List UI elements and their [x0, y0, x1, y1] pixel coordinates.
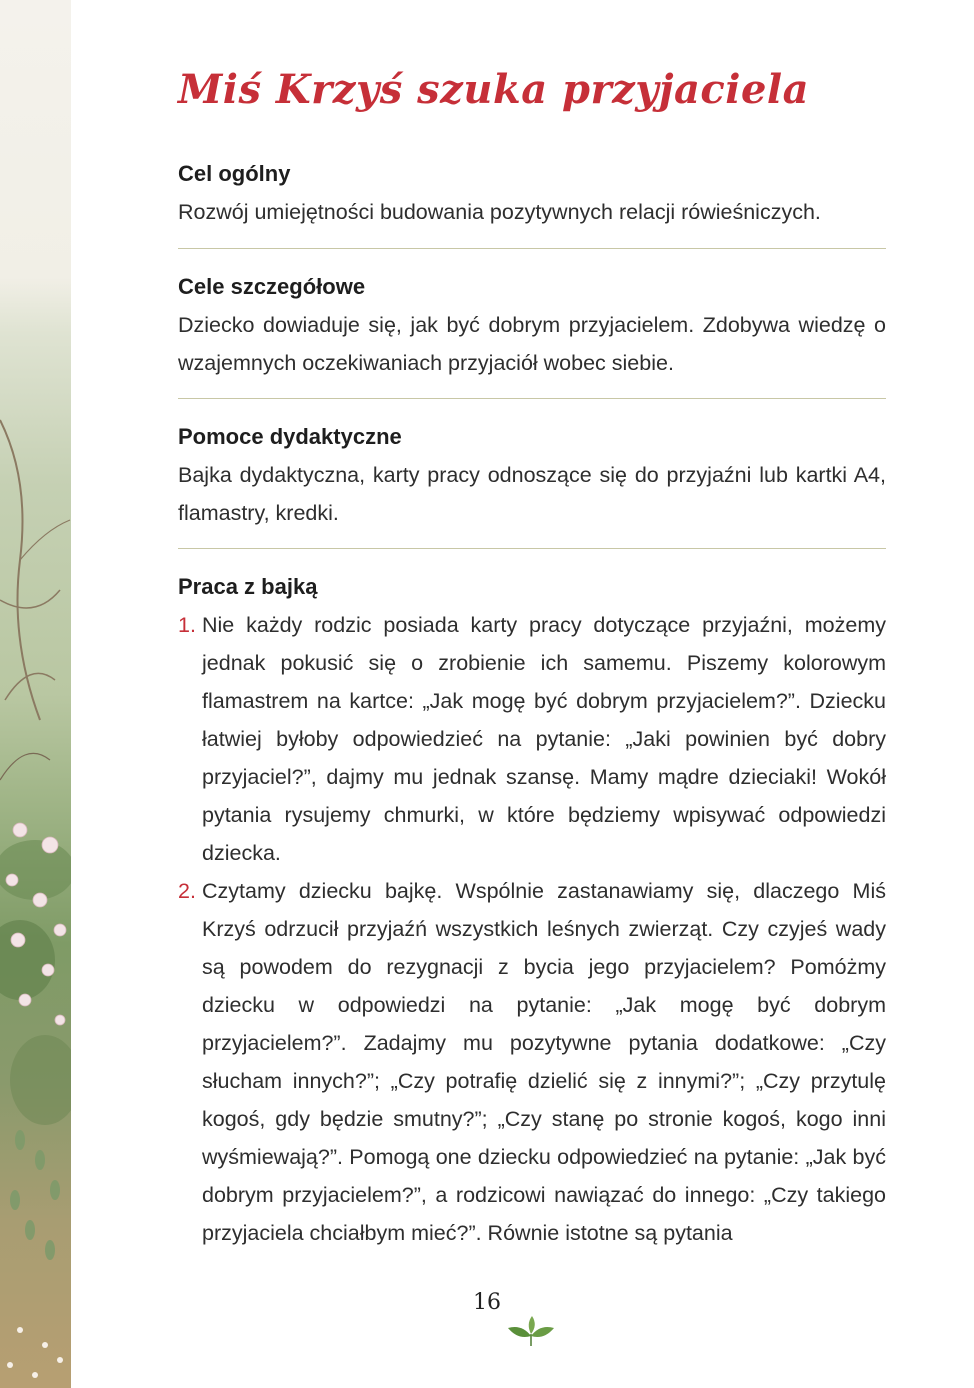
section-heading: Pomoce dydaktyczne: [178, 424, 402, 449]
page-number: 16: [473, 1290, 501, 1315]
section-text: Dziecko dowiaduje się, jak być dobrym przyjacielem. Zdobywa wiedzę o wzajemnych oczekiwaniach przyjaciół wobec siebie.: [178, 313, 886, 375]
section-materials: [178, 418, 886, 532]
step-number: 2.: [178, 879, 196, 903]
section-text: Rozwój umiejętności budowania pozytywnych relacji rówieśniczych.: [178, 200, 821, 224]
section-text: Bajka dydaktyczna, karty pracy odnoszące się do przyjaźni lub kartki A4, flamastry, kredki.: [178, 463, 886, 525]
leaves-icon: [506, 1316, 556, 1353]
steps-list: [178, 606, 886, 1252]
list-item: [178, 606, 886, 872]
section-heading: Praca z bajką: [178, 574, 318, 599]
page-title: Miś Krzyś szuka przyjaciela: [178, 66, 810, 113]
section-heading: Cel ogólny: [178, 161, 291, 186]
section-heading: Cele szczegółowe: [178, 274, 366, 299]
divider: [178, 248, 886, 249]
list-item: [178, 872, 886, 1252]
step-text: Czytamy dziecku bajkę. Wspólnie zastanawiamy się, dlaczego Miś Krzyś odrzucił przyjaźń wszystkich leśnych zwierząt. Czy czyjeś wady są powodem do rezygnacji z bycia jego przyjacielem? Pomóżmy dziecku w odpowiedzi na pytanie: „Jak mogę być dobrym przyjacielem?”. Zadajmy mu pozytywne pytania dodatkowe: „Czy słucham innych?”; „Czy potrafię dzielić się z innymi?”; „Czy przytulę kogoś, gdy będzie smutny?”; „Czy stanę po stronie kogoś, kogo inni wyśmiewają?”. Pomogą one dziecku odpowiedzieć na pytanie: „Jak być dobrym przyjacielem?”, a rodzicowi nawiązać do innego: „Czy takiego przyjaciela chciałbym mieć?”. Równie istotne są pytania: [202, 879, 886, 1245]
section-work: [178, 568, 886, 1252]
divider: [178, 548, 886, 549]
divider: [178, 398, 886, 399]
step-text: Nie każdy rodzic posiada karty pracy dotyczące przyjaźni, możemy jednak pokusić się o zrobienie ich samemu. Piszemy kolorowym flamastrem na kartce: „Jak mogę być dobrym przyjacielem?”. Dziecku łatwiej byłoby odpowiedzieć na pytanie: „Jaki powinien być dobry przyjaciel?”, dajmy mu jednak szansę. Mamy mądre dzieciaki! Wokół pytania rysujemy chmurki, w które będziemy wpisywać odpowiedzi dziecka.: [202, 613, 886, 865]
section-goal: [178, 155, 886, 231]
section-objectives: [178, 268, 886, 382]
side-illustration: [0, 0, 71, 1388]
step-number: 1.: [178, 613, 196, 637]
